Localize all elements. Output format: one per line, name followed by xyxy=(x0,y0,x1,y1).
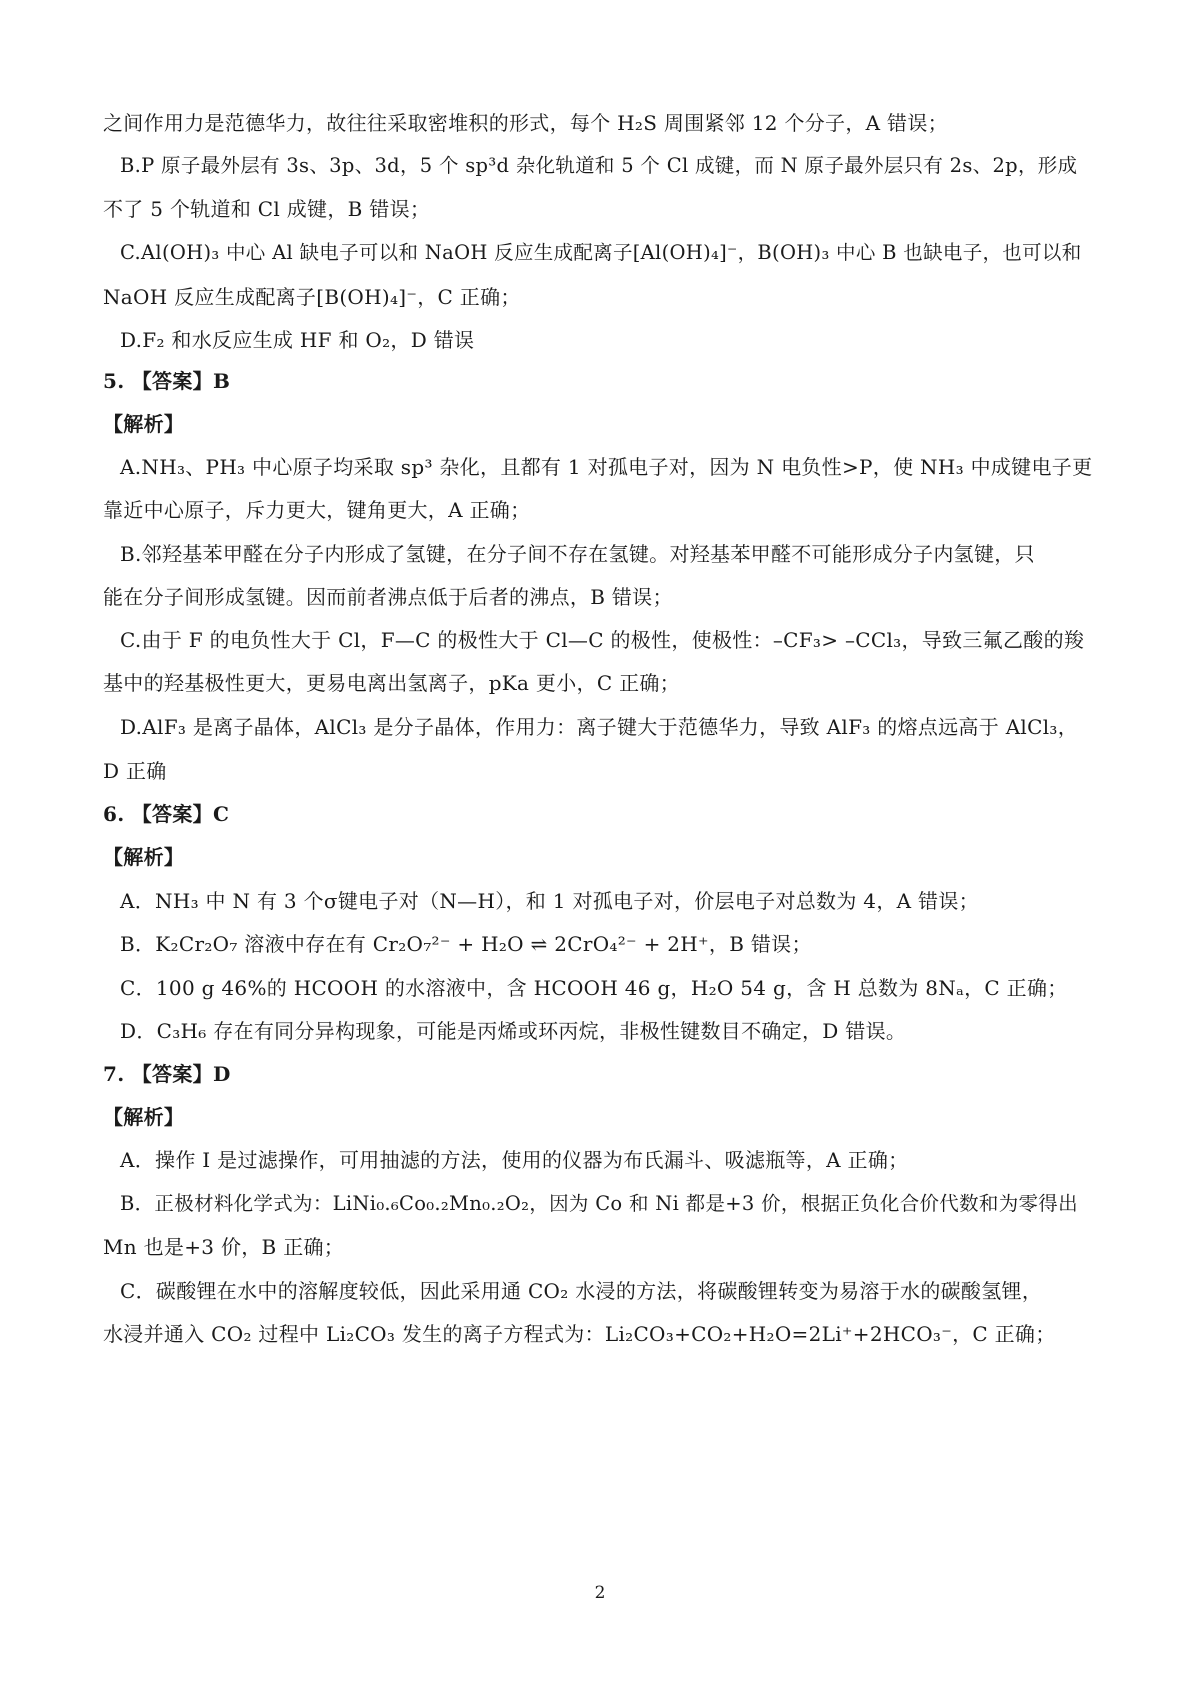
text-line: NaOH 反应生成配离子[B(OH)₄]⁻，C 正确； xyxy=(103,285,521,309)
page-number: 2 xyxy=(594,1583,606,1603)
text-line: A.NH₃、PH₃ 中心原子均采取 sp³ 杂化，且都有 1 对孤电子对，因为 N 电负性>P，使 NH₃ 中成键电子更 xyxy=(120,455,1093,479)
text-line: C．100 g 46%的 HCOOH 的水溶液中，含 HCOOH 46 g，H₂O 54 g，含 H 总数为 8Nₐ，C 正确； xyxy=(120,976,1068,1000)
text-line: C.Al(OH)₃ 中心 Al 缺电子可以和 NaOH 反应生成配离子[Al(OH)₄]⁻，B(OH)₃ 中心 B 也缺电子，也可以和 xyxy=(120,241,1082,264)
text-line: D.AlF₃ 是离子晶体，AlCl₃ 是分子晶体，作用力：离子键大于范德华力，导致 AlF₃ 的熔点远高于 AlCl₃， xyxy=(120,715,1079,739)
text-line: B.P 原子最外层有 3s、3p、3d，5 个 sp³d 杂化轨道和 5 个 Cl 成键，而 N 原子最外层只有 2s、2p，形成 xyxy=(120,154,1078,177)
text-line: 水浸并通入 CO₂ 过程中 Li₂CO₃ 发生的离子方程式为：Li₂CO₃+CO₂+H₂O=2Li⁺+2HCO₃⁻，C 正确； xyxy=(103,1322,1056,1346)
analysis-heading: 【解析】 xyxy=(103,845,185,869)
analysis-heading: 【解析】 xyxy=(103,412,185,436)
text-line: B.邻羟基苯甲醛在分子内形成了氢键，在分子间不存在氢键。对羟基苯甲醛不可能形成分子内氢键，只 xyxy=(120,542,1035,566)
text-line: 能在分子间形成氢键。因而前者沸点低于后者的沸点，B 错误； xyxy=(103,585,673,609)
text-line: D.F₂ 和水反应生成 HF 和 O₂，D 错误 xyxy=(120,328,475,352)
text-line: 靠近中心原子，斥力更大，键角更大，A 正确； xyxy=(103,498,531,522)
text-line: B．K₂Cr₂O₇ 溶液中存在有 Cr₂O₇²⁻ + H₂O ⇌ 2CrO₄²⁻ + 2H⁺，B 错误； xyxy=(120,932,812,956)
text-line: D 正确 xyxy=(103,759,167,783)
text-line: D．C₃H₆ 存在有同分异构现象，可能是丙烯或环丙烷，非极性键数目不确定，D 错误。 xyxy=(120,1019,907,1043)
analysis-heading: 【解析】 xyxy=(103,1105,185,1129)
text-line: 不了 5 个轨道和 Cl 成键，B 错误； xyxy=(103,197,431,221)
answer-heading: 5. 【答案】B xyxy=(103,369,231,393)
text-line: 之间作用力是范德华力，故往往采取密堆积的形式，每个 H₂S 周围紧邻 12 个分子，A 错误； xyxy=(103,111,948,135)
text-line: 基中的羟基极性更大，更易电离出氢离子，pKa 更小，C 正确； xyxy=(103,671,680,695)
answer-heading: 7. 【答案】D xyxy=(103,1062,231,1086)
text-line: C.由于 F 的电负性大于 Cl，F—C 的极性大于 Cl—C 的极性，使极性：–CF₃> –CCl₃，导致三氟乙酸的羧 xyxy=(120,628,1085,652)
text-line: Mn 也是+3 价，B 正确； xyxy=(103,1235,345,1259)
text-line: B．正极材料化学式为：LiNi₀.₆Co₀.₂Mn₀.₂O₂，因为 Co 和 Ni 都是+3 价，根据正负化合价代数和为零得出 xyxy=(120,1192,1078,1215)
answer-heading: 6. 【答案】C xyxy=(103,802,230,826)
text-line: C．碳酸锂在水中的溶解度较低，因此采用通 CO₂ 水浸的方法，将碳酸锂转变为易溶于水的碳酸氢锂， xyxy=(120,1279,1043,1303)
text-line: A．NH₃ 中 N 有 3 个σ键电子对（N—H），和 1 对孤电子对，价层电子对总数为 4，A 错误； xyxy=(120,889,979,913)
text-line: A．操作 I 是过滤操作，可用抽滤的方法，使用的仪器为布氏漏斗、吸滤瓶等，A 正确； xyxy=(120,1148,909,1172)
